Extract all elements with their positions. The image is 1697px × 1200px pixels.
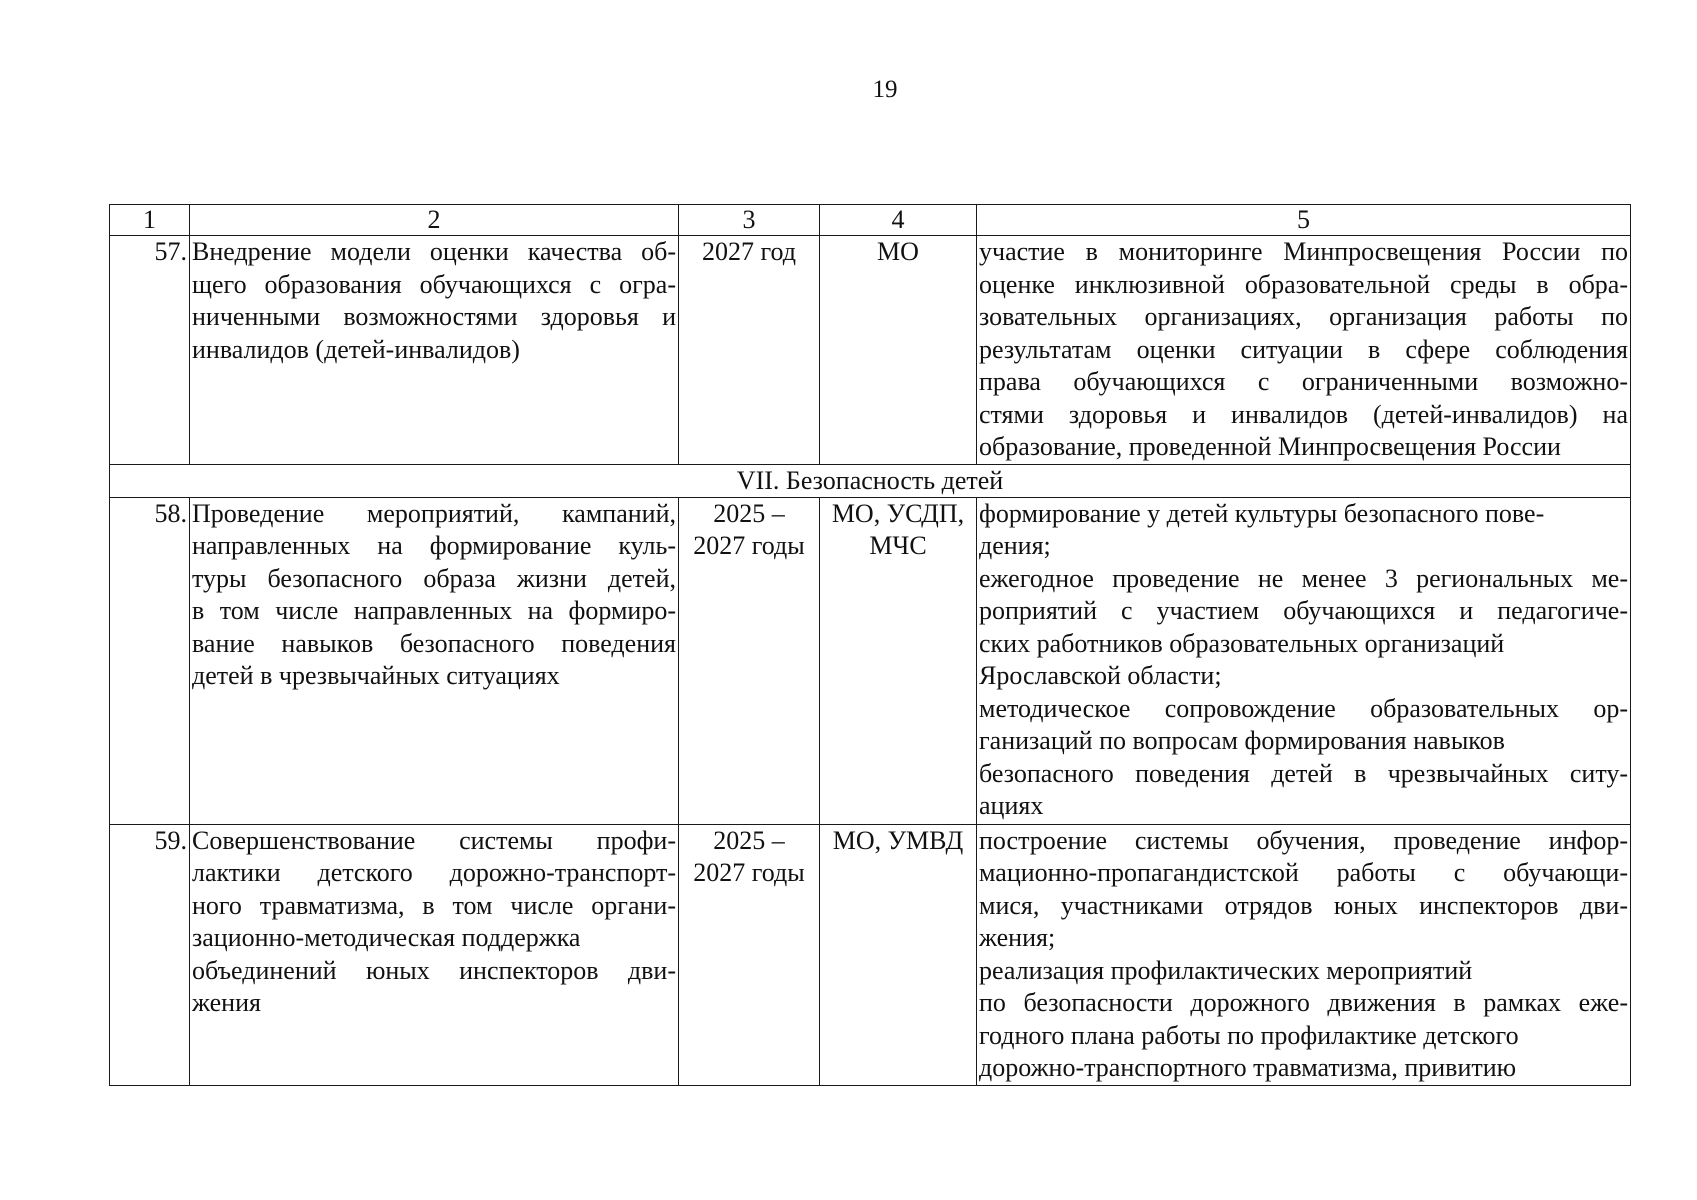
result-line: жения; xyxy=(979,923,1056,952)
table-header-row xyxy=(110,205,1631,236)
executor-cell xyxy=(820,236,977,465)
result-line: реализация профилактических мероприятий xyxy=(979,955,1473,985)
activity-line: ного травматизма, в том числе органи- xyxy=(192,890,676,920)
table-row xyxy=(110,497,1631,824)
result-line: стями здоровья и инвалидов (детей-инвалидов) на xyxy=(979,399,1628,429)
executor-line: МО, УСДП, xyxy=(831,498,965,528)
plan-table xyxy=(109,204,1631,1086)
result-line: безопасного поведения детей в чрезвычайных ситу- xyxy=(979,758,1628,788)
activity-line: зационно-методическая поддержка xyxy=(192,923,581,952)
period-cell xyxy=(679,824,820,1085)
result-line: зовательных организациях, организация работы по xyxy=(979,302,1628,331)
activity-cell xyxy=(190,497,679,824)
result-line: результатам оценки ситуации в сфере соблюдения xyxy=(979,334,1628,364)
period-line: 2025 – xyxy=(713,825,785,855)
result-line: оценке инклюзивной образовательной среды в обра- xyxy=(979,269,1628,299)
activity-line: лактики детского дорожно-транспорт- xyxy=(192,858,676,887)
result-line: Ярославской области; xyxy=(979,661,1222,690)
activity-line: объединений юных инспекторов дви- xyxy=(192,955,676,985)
period-cell xyxy=(679,497,820,824)
result-cell xyxy=(977,497,1631,824)
activity-line: вание навыков безопасного поведения xyxy=(192,628,676,658)
result-line: дения; xyxy=(979,531,1051,560)
activity-line: жения xyxy=(192,988,261,1017)
result-cell xyxy=(977,236,1631,465)
period-line: 2027 годы xyxy=(693,858,805,887)
header-cell: 3 xyxy=(679,205,820,236)
activity-line: Совершенствование системы профи- xyxy=(192,825,676,855)
activity-line: ниченными возможностями здоровья и xyxy=(192,302,676,331)
activity-line: в том числе направленных на формиро- xyxy=(192,596,676,625)
activity-line: направленных на формирование куль- xyxy=(192,531,676,560)
activity-line: Внедрение модели оценки качества об- xyxy=(192,237,676,266)
result-line: права обучающихся с ограниченными возможно- xyxy=(979,367,1628,396)
result-line: роприятий с участием обучающихся и педагогиче- xyxy=(979,596,1628,625)
result-line: мационно-пропагандистской работы с обучающи- xyxy=(979,858,1628,887)
activity-line: детей в чрезвычайных ситуациях xyxy=(192,661,560,690)
activity-line: инвалидов (детей-инвалидов) xyxy=(192,334,520,364)
row-number: 58. xyxy=(110,497,190,824)
activity-line: туры безопасного образа жизни детей, xyxy=(192,563,676,593)
period-line: 2027 год xyxy=(702,237,796,266)
result-line: годного плана работы по профилактике детского xyxy=(979,1020,1519,1050)
result-line: ганизаций по вопросам формирования навыков xyxy=(979,726,1505,755)
header-cell: 5 xyxy=(977,205,1631,236)
executor-cell xyxy=(820,497,977,824)
activity-cell xyxy=(190,236,679,465)
section-title: VII. Безопасность детей xyxy=(110,464,1631,497)
result-line: ежегодное проведение не менее 3 региональных ме- xyxy=(979,563,1628,593)
period-line: 2025 – xyxy=(713,498,785,528)
executor-line: МО, УМВД xyxy=(832,825,964,855)
row-number: 59. xyxy=(110,824,190,1085)
result-cell xyxy=(977,824,1631,1085)
executor-cell xyxy=(820,824,977,1085)
activity-cell xyxy=(190,824,679,1085)
result-line: формирование у детей культуры безопасного пове- xyxy=(979,498,1545,528)
page-number: 19 xyxy=(872,76,898,103)
result-line: ских работников образовательных организаций xyxy=(979,628,1505,658)
result-line: участие в мониторинге Минпросвещения России по xyxy=(979,237,1628,266)
activity-line: щего образования обучающихся с огра- xyxy=(192,269,676,299)
row-number: 57. xyxy=(110,236,190,465)
executor-line: МЧС xyxy=(869,531,927,560)
result-line: ациях xyxy=(979,791,1044,820)
executor-line: МО xyxy=(877,237,919,266)
header-cell: 2 xyxy=(190,205,679,236)
header-cell: 1 xyxy=(110,205,190,236)
result-line: образование, проведенной Минпросвещения России xyxy=(979,432,1561,461)
result-line: построение системы обучения, проведение инфор- xyxy=(979,825,1628,855)
activity-line: Проведение мероприятий, кампаний, xyxy=(192,498,676,528)
period-line: 2027 годы xyxy=(693,531,805,560)
result-line: дорожно-транспортного травматизма, привитию xyxy=(979,1053,1517,1082)
result-line: по безопасности дорожного движения в рамках еже- xyxy=(979,988,1628,1017)
period-cell xyxy=(679,236,820,465)
result-line: мися, участниками отрядов юных инспекторов дви- xyxy=(979,890,1628,920)
table-row xyxy=(110,824,1631,1085)
result-line: методическое сопровождение образовательных ор- xyxy=(979,693,1628,723)
header-cell: 4 xyxy=(820,205,977,236)
section-row xyxy=(110,464,1631,497)
table-row xyxy=(110,236,1631,465)
